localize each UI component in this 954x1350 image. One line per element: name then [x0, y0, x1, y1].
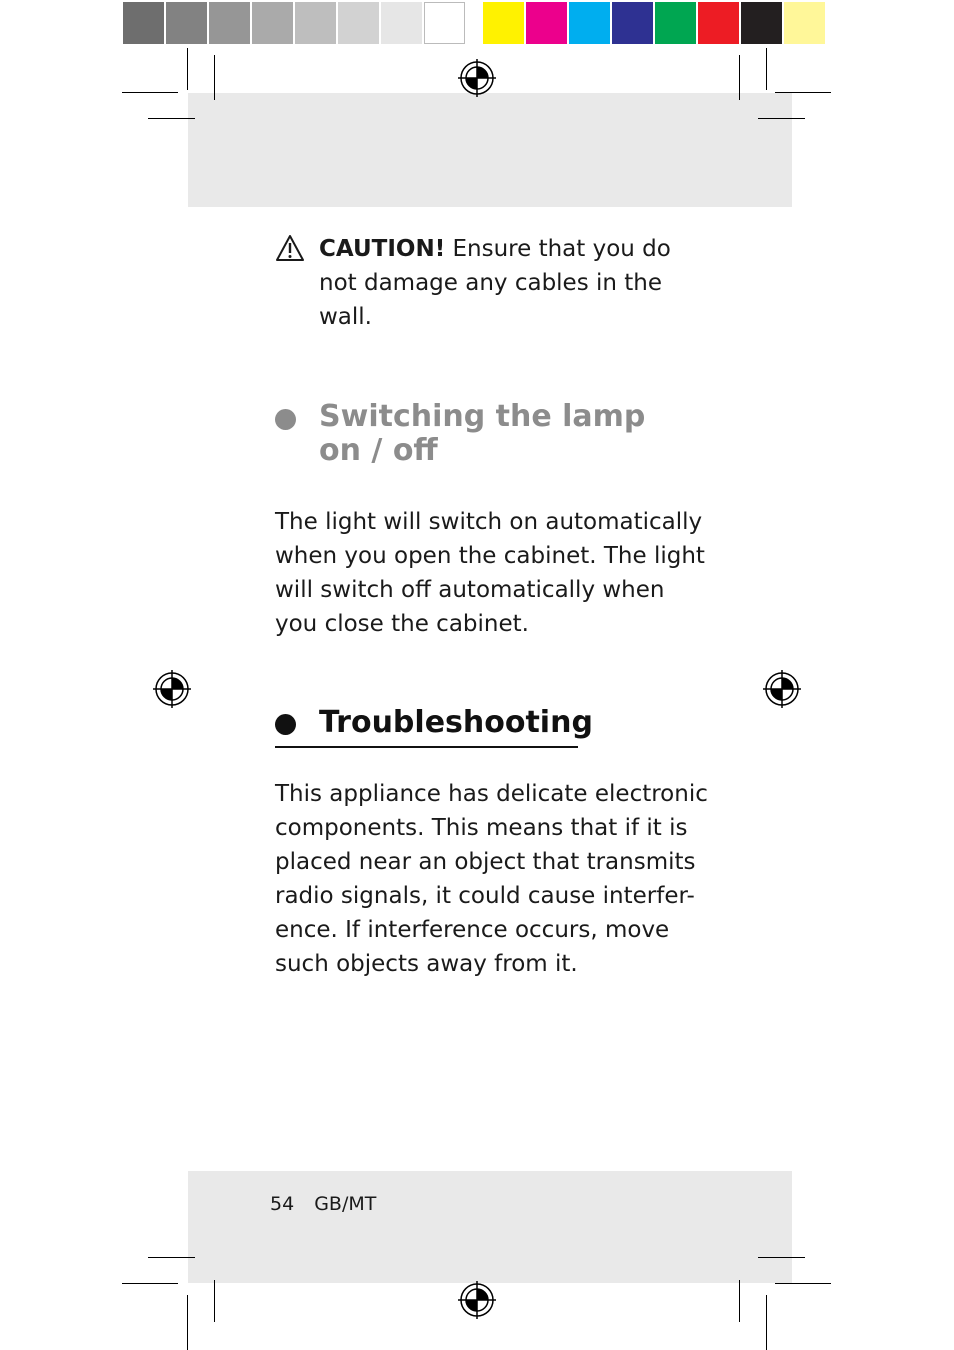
registration-mark-icon [458, 59, 496, 97]
page-number: 54 [270, 1193, 295, 1215]
switching-paragraph [275, 505, 705, 641]
color-swatch [209, 2, 250, 44]
heading-line: Switching the lamp [319, 399, 646, 434]
crop-mark [122, 1283, 178, 1284]
color-swatch [741, 2, 782, 44]
registration-mark-icon [763, 670, 801, 708]
page-footer [270, 1193, 396, 1215]
paragraph-line: placed near an object that transmits [275, 849, 696, 875]
crop-mark [187, 1295, 188, 1350]
crop-mark [775, 92, 831, 93]
cmyk-color-bar [482, 0, 826, 46]
caution-note [275, 232, 675, 334]
crop-mark [739, 1280, 740, 1322]
heading-underline [275, 746, 578, 748]
crop-mark [775, 1283, 831, 1284]
paragraph-line: The light will switch on automatically [275, 509, 703, 535]
caution-line: not damage any cables in the [319, 270, 663, 296]
color-swatch [569, 2, 610, 44]
crop-mark [214, 1280, 215, 1322]
color-swatch [381, 2, 422, 44]
paragraph-line: you close the cabinet. [275, 611, 529, 637]
bottom-gray-panel [188, 1171, 792, 1283]
paragraph-line: such objects away from it. [275, 951, 578, 977]
color-swatch [166, 2, 207, 44]
paragraph-line: radio signals, it could cause interfer- [275, 883, 695, 909]
paragraph-line: components. This means that if it is [275, 815, 688, 841]
color-swatch [612, 2, 653, 44]
color-swatch [483, 2, 524, 44]
color-swatch [338, 2, 379, 44]
paragraph-line: will switch off automatically when [275, 577, 665, 603]
switching-heading [275, 400, 695, 468]
heading-line: Troubleshooting [319, 705, 593, 740]
color-swatch [424, 2, 465, 44]
paragraph-line: when you open the cabinet. The light [275, 543, 705, 569]
color-swatch [698, 2, 739, 44]
crop-mark [214, 55, 215, 100]
heading-line: on / off [319, 433, 438, 468]
color-swatch [784, 2, 825, 44]
crop-mark [122, 92, 178, 93]
registration-mark-icon [153, 670, 191, 708]
troubleshooting-paragraph [275, 777, 708, 981]
crop-mark [148, 1257, 195, 1258]
language-code: GB/MT [314, 1193, 377, 1215]
crop-mark [766, 1295, 767, 1350]
color-swatch [123, 2, 164, 44]
crop-mark [758, 1257, 805, 1258]
bullet-icon [275, 714, 296, 735]
bullet-icon [275, 409, 296, 430]
paragraph-line: This appliance has delicate electronic [275, 781, 708, 807]
caution-line: wall. [319, 304, 372, 330]
crop-mark [766, 48, 767, 90]
top-gray-panel [188, 93, 792, 207]
registration-mark-icon [458, 1281, 496, 1319]
crop-mark [758, 118, 805, 119]
crop-mark [739, 55, 740, 100]
grayscale-color-bar [122, 0, 466, 46]
color-swatch [295, 2, 336, 44]
color-swatch [252, 2, 293, 44]
crop-mark [187, 48, 188, 90]
color-swatch [655, 2, 696, 44]
crop-mark [148, 118, 195, 119]
warning-triangle-icon [275, 234, 305, 262]
caution-line: Ensure that you do [452, 236, 671, 262]
paragraph-line: ence. If interference occurs, move [275, 917, 670, 943]
caution-label: CAUTION! [319, 236, 446, 262]
troubleshooting-heading [275, 706, 695, 740]
color-swatch [526, 2, 567, 44]
